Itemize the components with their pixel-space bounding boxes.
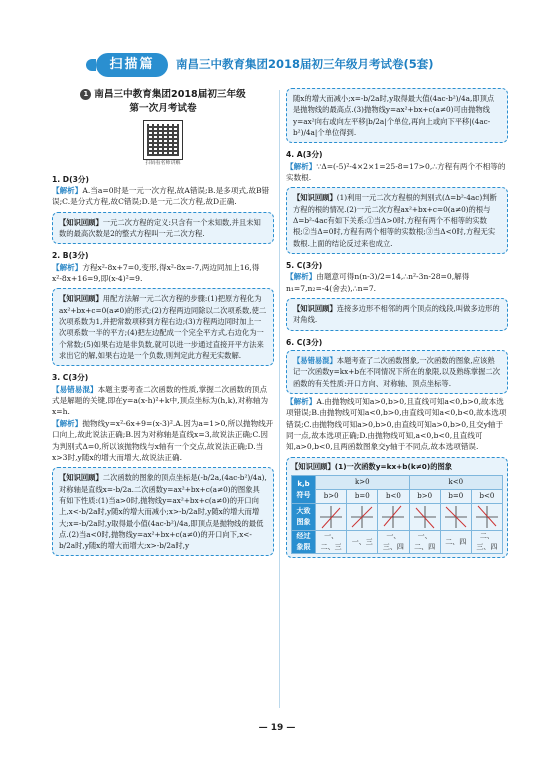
- b-cell: b<0: [471, 490, 502, 504]
- graph-cell: [347, 504, 378, 531]
- q6-error-tag: 【易错易混】: [293, 356, 337, 365]
- q5-head: 5. C(3分): [286, 260, 323, 270]
- graph-icon: [380, 504, 406, 530]
- quadrant-cell: 二、三、四: [471, 531, 502, 554]
- b-cell: b=0: [440, 490, 471, 504]
- section-badge: 扫描篇: [96, 53, 168, 77]
- quadrant-cell: 一、二、三: [316, 531, 347, 554]
- q5-review-body: 连接多边形不相邻的两个顶点的线段,叫做多边形的对角线.: [293, 304, 500, 325]
- k-negative-header: k<0: [409, 476, 503, 490]
- question-2: [52, 250, 274, 366]
- exam-number-badge: 1: [80, 89, 91, 100]
- q6-error-box: [286, 350, 508, 394]
- qr-caption: 扫码看名师讲解: [145, 160, 181, 166]
- graph-cell: [440, 504, 471, 531]
- graph-icon: [443, 504, 469, 530]
- column-divider: [279, 90, 280, 708]
- graph-icon: [349, 504, 375, 530]
- left-column: [52, 88, 274, 562]
- q4-review-box: [286, 187, 508, 253]
- b-cell: b=0: [347, 490, 378, 504]
- q6-table-title: 【知识回顾】(1)一次函数y=kx+b(k≠0)的图象: [291, 461, 453, 471]
- q5-analysis-tag: 【解析】: [286, 272, 317, 282]
- q5-review-box: [286, 298, 508, 331]
- q6-error-body: 本题考查了二次函数图象,一次函数的图象,应该熟记一次函数y=kx+b在不同情况下所在的象限,以及熟练掌握二次函数的有关性质:开口方向、对称轴、顶点坐标等.: [293, 356, 501, 388]
- q1-review-body: 一元二次方程的定义:只含有一个未知数,并且未知数的最高次数是2的整式方程叫一元二次方程.: [59, 217, 261, 238]
- q3-analysis-tag: 【解析】: [52, 418, 83, 428]
- q4-review-title: 【知识回顾】: [293, 193, 337, 203]
- question-5: [286, 260, 508, 331]
- question-4: [286, 149, 508, 254]
- question-1: [52, 174, 274, 245]
- graph-cell: [316, 504, 347, 531]
- q1-analysis-tag: 【解析】: [52, 185, 83, 195]
- q6-head: 6. C(3分): [286, 337, 323, 347]
- question-6: [286, 337, 508, 558]
- banner-title: 南昌三中教育集团2018届初三年级月考试卷(5套): [176, 57, 434, 72]
- exam-title-line2: 第一次月考试卷: [129, 103, 197, 114]
- q4-analysis: ∵Δ=(-5)²-4×2×1=25-8=17>0,∴方程有两个不相等的实数根.: [286, 161, 506, 182]
- q5-review-title: 【知识回顾】: [293, 304, 337, 314]
- q2-analysis-tag: 【解析】: [52, 262, 83, 272]
- graph-icon: [318, 504, 344, 530]
- quadrant-cell: 二、四: [440, 531, 471, 554]
- q1-review-box: [52, 212, 274, 245]
- q4-head: 4. A(3分): [286, 150, 323, 160]
- page-number: — 19 —: [258, 723, 296, 733]
- q5-analysis: 由题意可得n(n-3)/2=14,∴n²-3n-28=0,解得n₁=7,n₂=-4(舍去),∴n=7.: [286, 272, 470, 293]
- q3-review-box: [52, 467, 274, 556]
- q6-analysis-tag: 【解析】: [286, 396, 317, 406]
- q1-review-title: 【知识回顾】: [59, 217, 103, 227]
- graph-cell: [378, 504, 409, 531]
- b-cell: b>0: [409, 490, 440, 504]
- quadrant-cell: 一、二、四: [409, 531, 440, 554]
- linear-function-table: [291, 475, 503, 554]
- q3-head: 3. C(3分): [52, 373, 89, 383]
- q1-head: 1. D(3分): [52, 174, 89, 184]
- quadrant-cell: 一、三: [347, 531, 378, 554]
- q3-analysis: 抛物线y=x²-6x+9=(x-3)².A.因为a=1>0,所以抛物线开口向上,故此说法正确;B.因为对称轴是直线x=3,故说法正确;C.因为判别式Δ=0,所以该抛物线与x轴有一个交点,故说法正确;D.当x>3时,y随x的增大而增大,故说法正确.: [52, 418, 274, 462]
- q3-error-body: 本题主要考查二次函数的性质,掌握二次函数的顶点式是解题的关键,即在y=a(x-h)²+k中,顶点坐标为(h,k),对称轴为x=h.: [52, 384, 269, 417]
- row-head-signs: k,b符号: [292, 476, 316, 504]
- qr-code-icon[interactable]: [143, 120, 183, 160]
- q6-analysis: A.由抛物线可知a>0,b>0,且直线可知a<0,b>0,故本选项错误;B.由抛物线可知a<0,b>0,由直线可知a<0,b<0,故本选项错误;C.由抛物线可知a>0,b>0,由直线可知a>0,b>0,且交y轴于同一点,故本选项正确;D.由抛物线可知,a<0,b<0,且直线可知,a>0,b<0,且两函数图象交y轴于不同点,故本选项错误.: [286, 396, 507, 452]
- q2-review-title: 【知识回顾】: [59, 294, 103, 304]
- right-column: [286, 88, 508, 564]
- b-cell: b>0: [316, 490, 347, 504]
- q3-review-continued: 随x的增大而减小;x=-b/2a时,y取得最大值(4ac-b²)/4a,即顶点是抛物线的最高点.(3)抛物线y=ax²+bx+c(a≠0)可由抛物线y=ax²向右或向左平移|b/2a|个单位,再向上或向下平移|(4ac-b²)/4a|个单位得到.: [286, 88, 508, 143]
- exam-title-line1: 南昌三中教育集团2018届初三年级: [94, 89, 246, 100]
- row-head-graphs: 大致图象: [292, 504, 316, 531]
- graph-cell: [471, 504, 502, 531]
- q3-review-body: 二次函数的图象的顶点坐标是(-b/2a,(4ac-b²)/4a),对称轴是直线x=-b/2a.二次函数y=ax²+bx+c(a≠0)的图象具有如下性质:(1)当a>0时,抛物线y=ax²+bx+c(a≠0)的开口向上,x<-b/2a时,y随x的增大而减小;x>-b/2a时,y随x的增大而增大;x=-b/2a时,y取得最小值(4ac-b²)/4a,即顶点是抛物线的最低点.(2)当a<0时,抛物线y=ax²+bx+c(a≠0)的开口向下,x<-b/2a时,y随x的增大而增大;x>-b/2a时,y: [59, 473, 267, 551]
- exam-header: [52, 88, 274, 116]
- q6-review-table-box: [286, 457, 508, 558]
- page-banner: [96, 52, 456, 78]
- quadrant-cell: 一、三、四: [378, 531, 409, 554]
- graph-icon: [412, 504, 438, 530]
- q4-analysis-tag: 【解析】: [286, 161, 317, 171]
- q3-review-title: 【知识回顾】: [59, 473, 103, 483]
- k-positive-header: k>0: [316, 476, 410, 490]
- q2-review-body: 用配方法解一元二次方程的步骤:(1)把原方程化为ax²+bx+c=0(a≠0)的形式;(2)方程两边同除以二次项系数,使二次项系数为1,并把常数项移到方程右边;(3)方程两边同时加上一次项系数一半的平方;(4)把左边配成一个完全平方式,右边化为一个常数;(5)如果右边是非负数,就可以进一步通过直接开平方法来求出它的解,如果右边是一个负数,则判定此方程无实数解.: [59, 294, 267, 360]
- q2-analysis: 方程x²-8x+7=0,变形,得x²-8x=-7,两边同加上16,得x²-8x+16=9,即(x-4)²=9.: [52, 262, 260, 284]
- row-head-quadrants: 经过象限: [292, 531, 316, 554]
- graph-cell: [409, 504, 440, 531]
- q2-head: 2. B(3分): [52, 251, 89, 261]
- question-3: [52, 372, 274, 556]
- q4-review-body: (1)利用一元二次方程根的判别式(Δ=b²-4ac)判断方程的根的情况.(2)一元二次方程ax²+bx+c=0(a≠0)的根与Δ=b²-4ac有如下关系:①当Δ>0时,方程有两个不相等的实数根;②当Δ=0时,方程有两个相等的实数根;③当Δ<0时,方程无实数根.上面的结论反过来也成立.: [293, 193, 497, 248]
- q2-review-box: [52, 288, 274, 366]
- graph-icon: [474, 504, 500, 530]
- q1-analysis: A.当a=0时是一元一次方程,故A错误;B.是多项式,故B错误;C.是分式方程,故C错误;D.是一元二次方程,故D正确.: [52, 185, 270, 207]
- b-cell: b<0: [378, 490, 409, 504]
- q3-error-tag: 【易错易混】: [52, 384, 98, 394]
